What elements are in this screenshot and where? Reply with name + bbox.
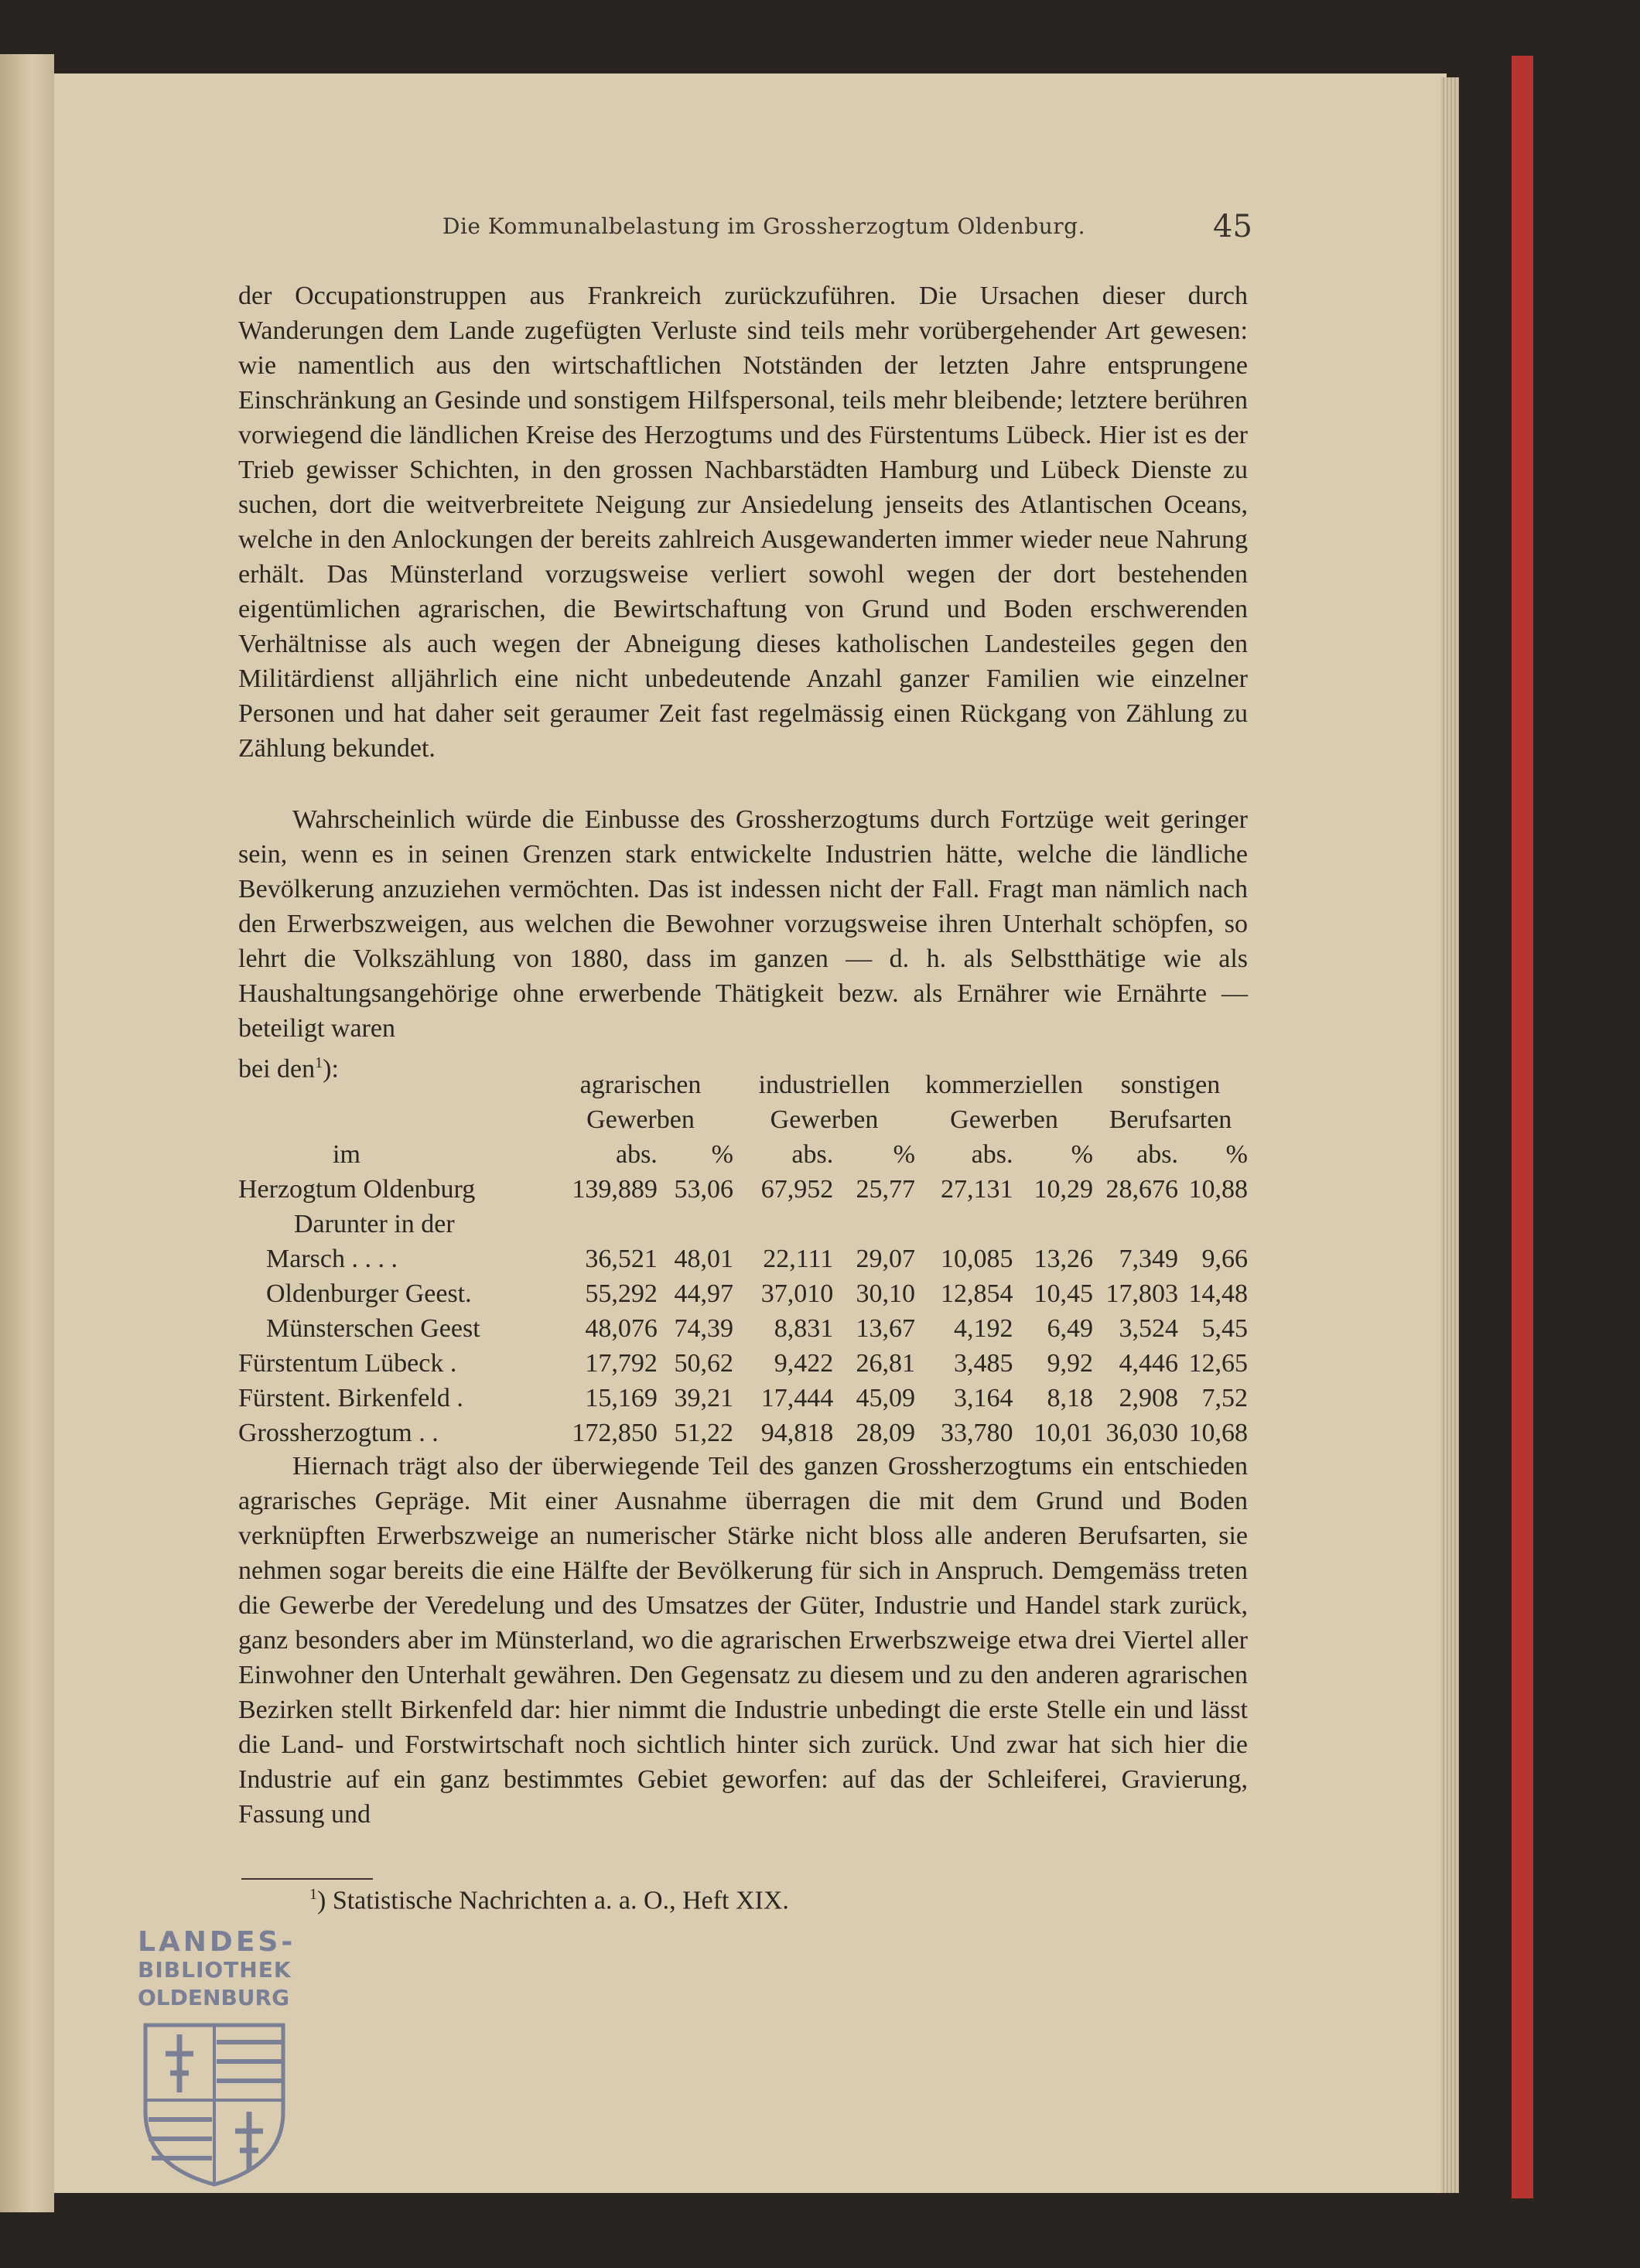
header-other-2: Berufsarten (1109, 1105, 1232, 1134)
col-abs-label: abs. (971, 1139, 1013, 1169)
cell: 36,521 (585, 1244, 658, 1273)
cell: 25,77 (856, 1174, 915, 1204)
header-industrial-2: Gewerben (770, 1105, 879, 1134)
row-header: im (333, 1139, 360, 1169)
cell: 8,831 (774, 1313, 834, 1343)
cell: 94,818 (760, 1418, 834, 1447)
cell: 9,66 (1201, 1244, 1248, 1273)
page-edges (1440, 77, 1459, 2193)
footnote-marker: 1 (309, 1886, 317, 1903)
cell: 9,422 (774, 1348, 834, 1378)
stamp-line-3: OLDENBURG (138, 1985, 290, 2010)
cell: 53,06 (674, 1174, 733, 1204)
cell: 51,22 (674, 1418, 733, 1447)
cell: 48,076 (585, 1313, 658, 1343)
cell: 36,030 (1105, 1418, 1178, 1447)
row-name: Herzogtum Oldenburg (238, 1174, 476, 1204)
cell: 39,21 (674, 1383, 733, 1412)
header-commercial-1: kommerziellen (925, 1070, 1083, 1099)
cell: 10,45 (1034, 1279, 1093, 1308)
col-abs-label: abs. (615, 1139, 658, 1169)
cell: 27,131 (941, 1174, 1013, 1204)
cell: 7,349 (1119, 1244, 1178, 1273)
cell: 10,88 (1188, 1174, 1248, 1204)
cell: 10,01 (1034, 1418, 1093, 1447)
table-header-row-3 (238, 1137, 1248, 1172)
cell: 44,97 (674, 1279, 733, 1308)
table-header-row-2 (238, 1102, 1248, 1137)
cell: 7,52 (1201, 1383, 1248, 1412)
row-name: Münsterschen Geest (266, 1313, 480, 1343)
cell: 10,68 (1188, 1418, 1248, 1447)
cell: 12,854 (941, 1279, 1013, 1308)
cell: 6,49 (1047, 1313, 1093, 1343)
footnote-ref: 1 (315, 1054, 323, 1071)
cell: 5,45 (1201, 1313, 1248, 1343)
paragraph-2: Wahrscheinlich würde die Einbusse des Grossherzogtums durch Fortzüge weit geringer sein, wenn es in seinen Grenzen stark entwickelte Industrien hätte, welche die ländliche Bevölkerung anzuziehen vermöchten. Das ist indessen nicht der Fall. Fragt man nämlich nach den Erwerbszweigen, aus welchen die Bewohner vorzugsweise ihren Unterhalt schöpfen, so lehrt die Volkszählung von 1880, dass im ganzen — d. h. als Selbstthätige wie als Haushaltungsangehörige ohne erwerbende Thätigkeit bezw. als Ernährer wie Ernährte — beteiligt waren bei den$^1$): (238, 805, 1248, 1084)
cell: 4,192 (954, 1313, 1013, 1343)
footnote (309, 1886, 789, 1915)
cell: 67,952 (760, 1174, 834, 1204)
occupation-table (238, 1067, 1248, 1450)
header-agrarian-1: agrarischen (579, 1070, 702, 1099)
red-cover-edge (1512, 56, 1533, 2198)
cell: 9,92 (1047, 1348, 1093, 1378)
col-pct-label: % (711, 1139, 733, 1169)
cell: 45,09 (856, 1383, 915, 1412)
cell: 10,085 (941, 1244, 1013, 1273)
header-industrial-1: industriellen (758, 1070, 890, 1099)
cell: 2,908 (1119, 1383, 1178, 1412)
table-row (238, 1311, 1248, 1346)
cell: 17,444 (760, 1383, 834, 1412)
footnote-text: ) Statistische Nachrichten a. a. O., Heft XIX. (317, 1886, 789, 1915)
stamp-line-2: BIBLIOTHEK (138, 1957, 292, 1983)
paragraph-2-text: Wahrscheinlich würde die Einbusse des Grossherzogtums durch Fortzüge weit geringer sein, wenn es in seinen Grenzen stark entwickelte Industrien hätte, welche die ländliche Bevölkerung anzuziehen vermöchten. Das ist indessen nicht der Fall. Fragt man nämlich nach den Erwerbszweigen, aus welchen die Bewohner vorzugsweise ihren Unterhalt schöpfen, so lehrt die Volkszählung von 1880, dass im ganzen — d. h. als Selbstthätige wie als Haushaltungsangehörige ohne erwerbende Thätigkeit bezw. als Ernährer wie Ernährte — beteiligt waren (238, 805, 1248, 1043)
stamp-line-1: LANDES- (138, 1926, 296, 1958)
cell: 17,803 (1105, 1279, 1178, 1308)
cell: 10,29 (1034, 1174, 1093, 1204)
cell: 3,524 (1119, 1313, 1178, 1343)
paragraph-3: Hiernach trägt also der überwiegende Teil des ganzen Grossherzogtums ein entschieden agrarisches Gepräge. Mit einer Ausnahme überragen die mit dem Grund und Boden verknüpften Erwerbszweige an numerischer Stärke nicht bloss alle anderen Berufsarten, sie nehmen sogar bereits die eine Hälfte der Bevölkerung für sich in Anspruch. Demgemäss treten die Gewerbe der Veredelung und des Umsatzes der Güter, Industrie und Handel stark zurück, ganz besonders aber im Münsterland, wo die agrarischen Erwerbszweige etwa drei Viertel aller Einwohner den Unterhalt gewähren. Den Gegensatz zu diesem und zu den anderen agrarischen Bezirken stellt Birkenfeld dar: hier nimmt die Industrie unbedingt die erste Stelle ein und lässt die Land- und Forstwirtschaft noch sichtlich hinter sich zurück. Und zwar hat sich hier die Industrie auf ein ganz bestimmtes Gebiet geworfen: auf das der Schleiferei, Gravierung, Fassung und (238, 1452, 1248, 1829)
library-stamp (138, 1928, 296, 2012)
cell: 74,39 (674, 1313, 733, 1343)
cell: 28,09 (856, 1418, 915, 1447)
book-binding (0, 54, 54, 2212)
cell: 3,164 (954, 1383, 1013, 1412)
cell: 14,48 (1188, 1279, 1248, 1308)
cell: 22,111 (763, 1244, 834, 1273)
paragraph-2-end: bei den (238, 1054, 316, 1084)
cell: 55,292 (585, 1279, 658, 1308)
cell: 12,65 (1188, 1348, 1248, 1378)
cell: 26,81 (856, 1348, 915, 1378)
cell: 29,07 (856, 1244, 915, 1273)
cell: 15,169 (585, 1383, 658, 1412)
cell: 4,446 (1119, 1348, 1178, 1378)
header-agrarian-2: Gewerben (586, 1105, 695, 1134)
cell: 13,67 (856, 1313, 915, 1343)
subheading: Darunter in der (294, 1209, 455, 1238)
coat-of-arms-icon (141, 2019, 288, 2189)
cell: 8,18 (1047, 1383, 1093, 1412)
cell: 37,010 (760, 1279, 834, 1308)
col-pct-label: % (893, 1139, 915, 1169)
table-header-row-1 (238, 1067, 1248, 1102)
cell: 48,01 (674, 1244, 733, 1273)
table-row (238, 1242, 1248, 1276)
col-pct-label: % (1071, 1139, 1093, 1169)
table-row (238, 1381, 1248, 1416)
cell: 139,889 (572, 1174, 658, 1204)
table-row (238, 1346, 1248, 1381)
cell: 17,792 (585, 1348, 658, 1378)
col-abs-label: abs. (1136, 1139, 1178, 1169)
cell: 30,10 (856, 1279, 915, 1308)
header-commercial-2: Gewerben (950, 1105, 1058, 1134)
row-name: Fürstentum Lübeck . (238, 1348, 457, 1378)
col-pct-label: % (1225, 1139, 1248, 1169)
running-title: Die Kommunalbelastung im Grossherzogtum Oldenburg. (442, 213, 1085, 239)
cell: 3,485 (954, 1348, 1013, 1378)
paragraph-1: der Occupationstruppen aus Frankreich zurückzuführen. Die Ursachen dieser durch Wanderungen dem Lande zugefügten Verluste sind teils mehr vorübergehender Art gewesen: wie namentlich aus den wirtschaftlichen Notständen der letzten Jahre entsprungene Einschränkung an Gesinde und sonstigem Hilfspersonal, teils mehr bleibende; letztere berühren vorwiegend die ländlichen Kreise des Herzogtums und des Fürstentums Lübeck. Hier ist es der Trieb gewisser Schichten, in den grossen Nachbarstädten Hamburg und Lübeck Dienste zu suchen, dort die weitverbreitete Neigung zur Ansiedelung jenseits des Atlantischen Oceans, welche in den Anlockungen der bereits zahlreich Ausgewanderten immer wieder neue Nahrung erhält. Das Münsterland vorzugsweise verliert sowohl wegen der dort bestehenden eigentümlichen agrarischen, die Bewirtschaftung von Grund und Boden erschwerenden Verhältnisse als auch wegen der Abneigung dieses katholischen Landesteiles gegen den Militärdienst alljährlich eine nicht unbedeutende Anzahl ganzer Familien wie einzelner Personen und hat daher seit geraumer Zeit fast regelmässig einen Rückgang von Zählung zu Zählung bekundet. (238, 282, 1248, 763)
footnote-rule (241, 1878, 373, 1880)
header-other-1: sonstigen (1120, 1070, 1221, 1099)
row-name: Grossherzogtum . . (238, 1418, 439, 1447)
table-row (238, 1276, 1248, 1311)
table-row (238, 1172, 1248, 1207)
page-number: 45 (1213, 209, 1252, 244)
col-abs-label: abs. (791, 1139, 834, 1169)
cell: 50,62 (674, 1348, 733, 1378)
cell: 172,850 (572, 1418, 658, 1447)
cell: 33,780 (941, 1418, 1013, 1447)
cell: 13,26 (1034, 1244, 1093, 1273)
table-subheading-row (238, 1207, 1248, 1242)
table-row (238, 1416, 1248, 1450)
cell: 28,676 (1105, 1174, 1178, 1204)
row-name: Marsch . . . . (266, 1244, 398, 1273)
row-name: Oldenburger Geest. (266, 1279, 472, 1308)
row-name: Fürstent. Birkenfeld . (238, 1383, 463, 1412)
